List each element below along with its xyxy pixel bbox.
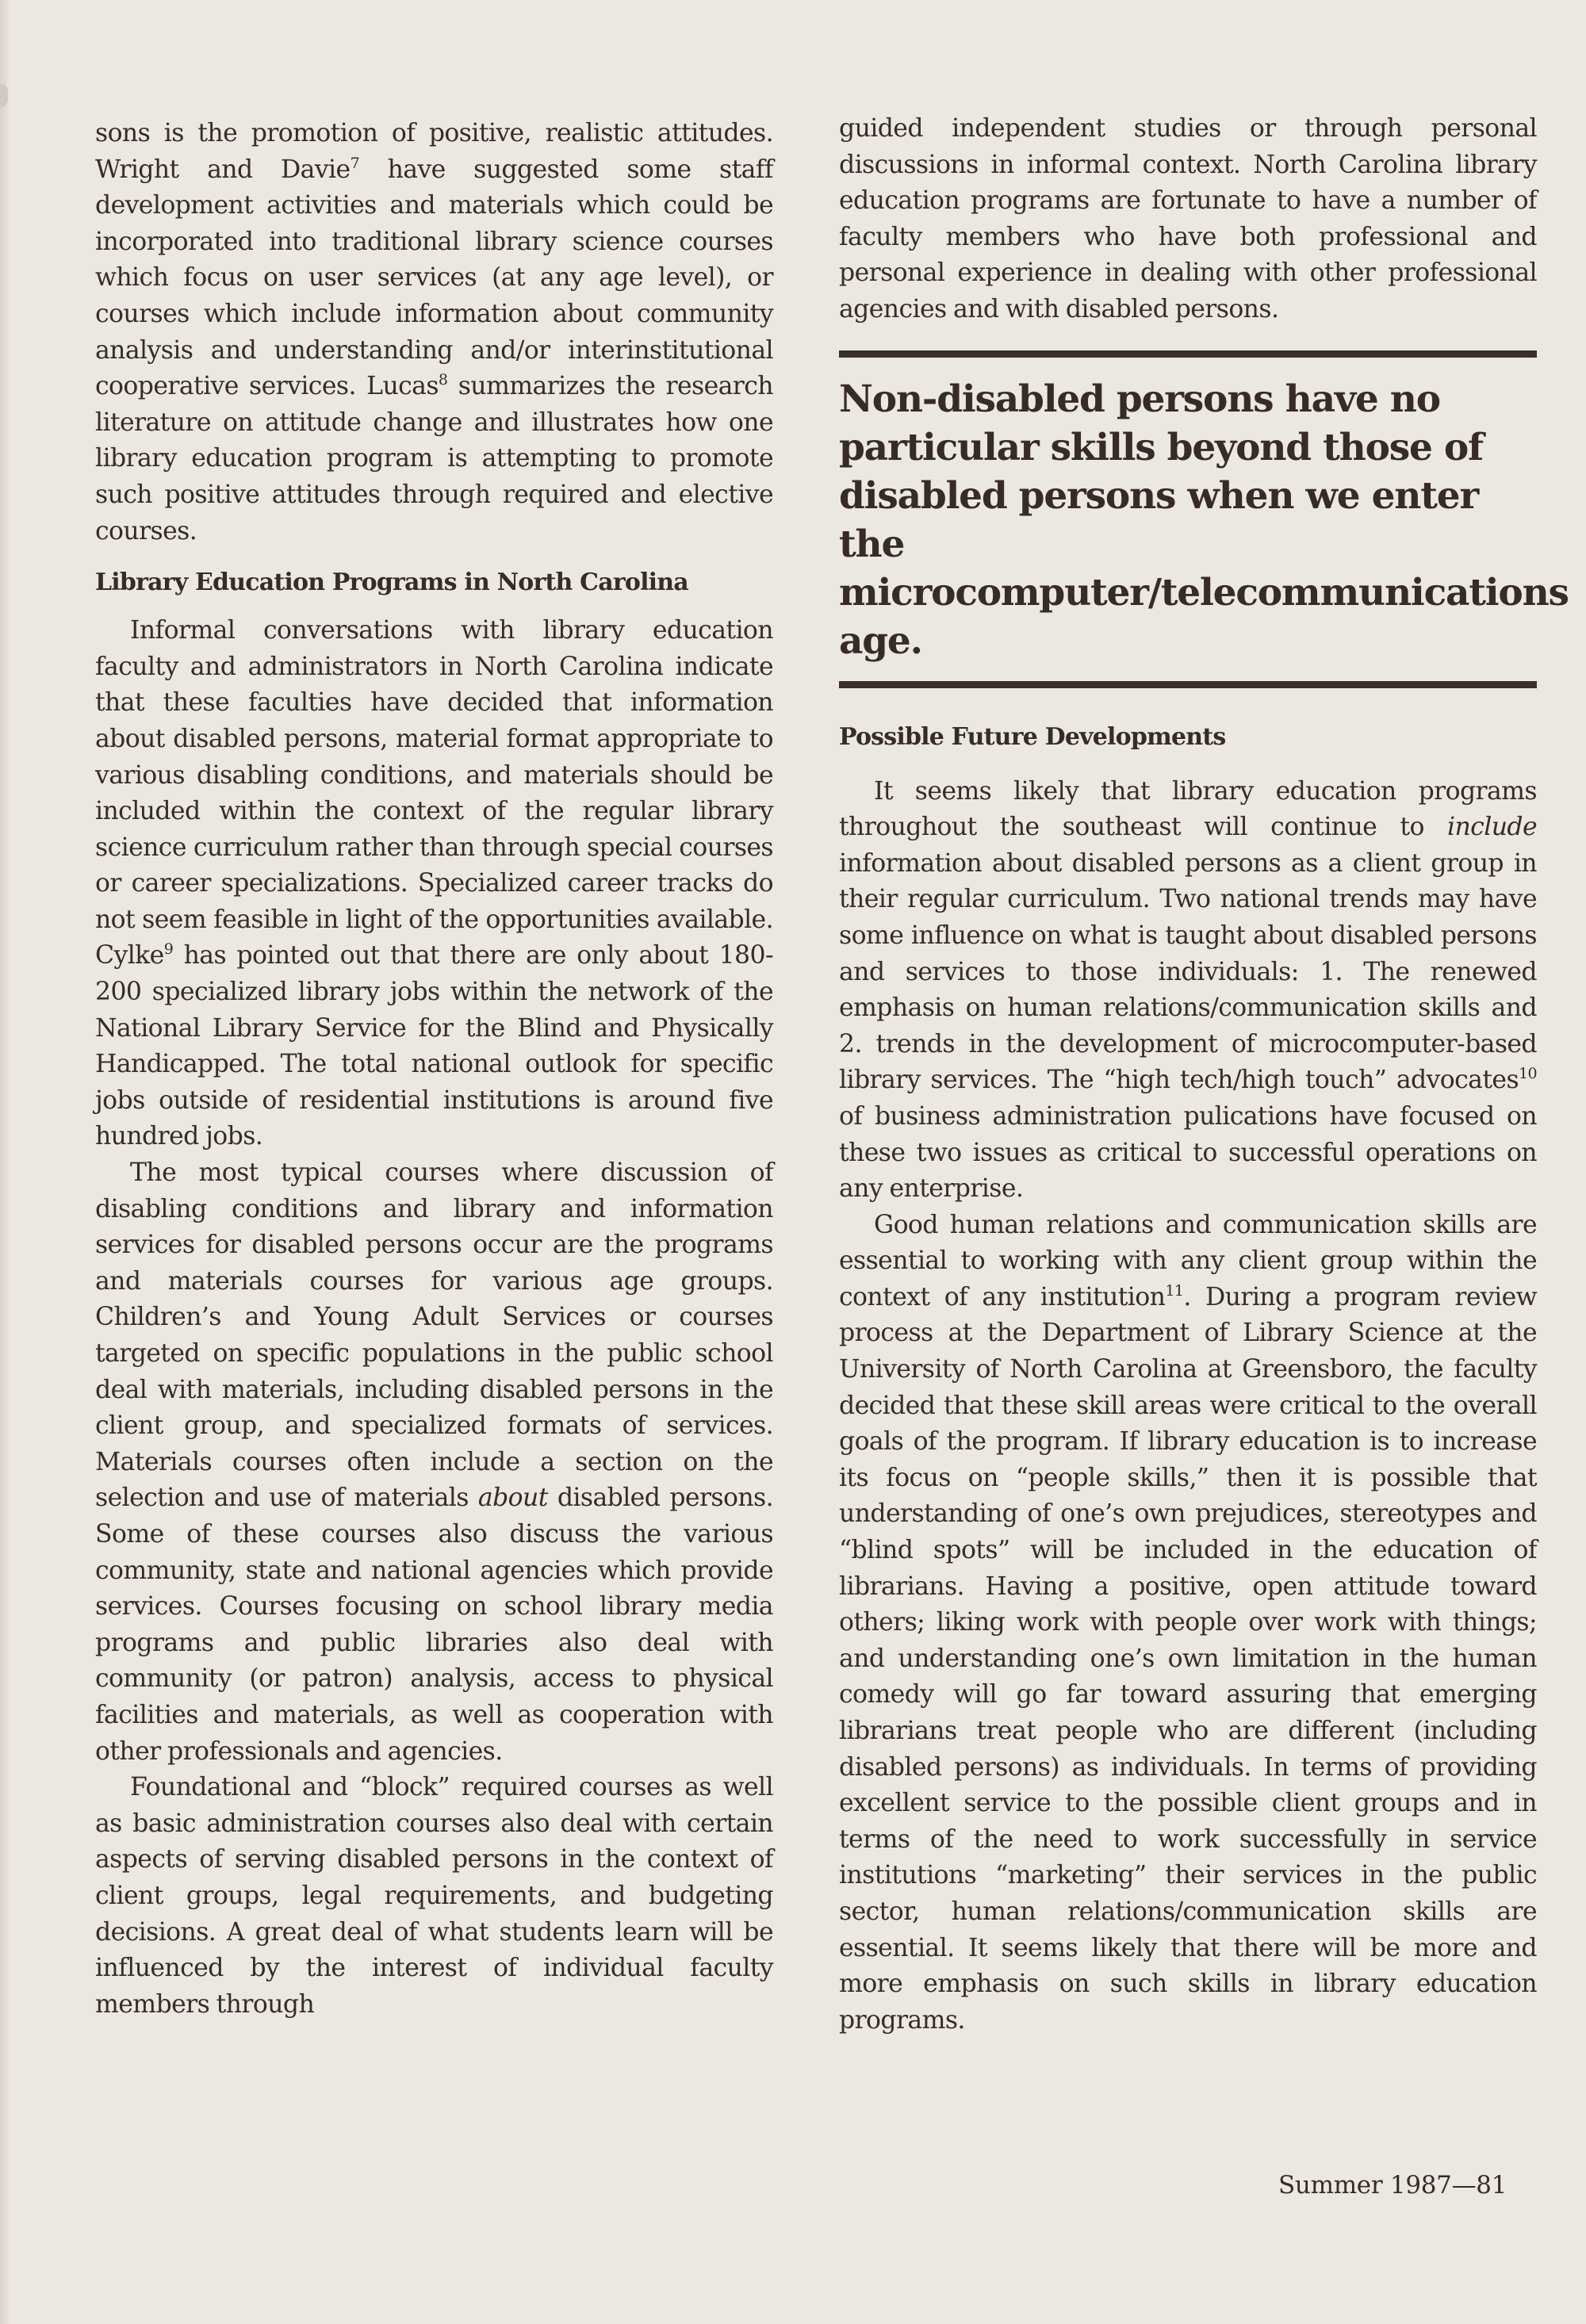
- paragraph-typical-courses: The most typical courses where discussion of disabling conditions and library and information services for disabled persons occur are the programs and materials courses for various age groups. Children’s and Young Adult Services or courses targeted on specific populations in the public school deal with materials, including disabled persons in the client group, and specialized formats of services. Materials courses often include a section on the selection and use of materials about disabled persons. Some of these courses also discuss the various community, state and national agencies which provide services. Courses focusing on school library media programs and public libraries also deal with community (or patron) analysis, access to physical facilities and materials, as well as cooperation with other professionals and agencies.: [95, 1158, 773, 1766]
- footnote-ref-11: 11: [1165, 1281, 1184, 1300]
- paragraph-informal-conversations: Informal conversations with library education faculty and administrators in North Carolina indicate that these faculties have decided that information about disabled persons, material format appropriate to various disabling conditions, and materials should be included within the context of the regular library science curriculum rather than through special courses or career specializations. Specialized career tracks do not seem feasible in light of the opportunities available. Cylke$^9$ has pointed out that there are only about 180-200 specialized library jobs within the network of the National Library Service for the Blind and Physically Handicapped. The total national outlook for specific jobs outside of residential institutions is around five hundred jobs.: [95, 616, 773, 1151]
- paragraph-likely-trends: It seems likely that library education programs throughout the southeast will continue to include information about disabled persons as a client group in their regular curriculum. Two national trends may have some influence on what is taught about disabled persons and services to those individuals: 1. The renewed emphasis on human relations/communication skills and 2. trends in the development of microcomputer-based library services. The “high tech/high touch” advocates$^{10}$ of business administration pulications have focused on these two issues as critical to successful operations on any enterprise.: [839, 776, 1537, 1204]
- paragraph-attitudes: sons is the promotion of positive, realistic attitudes. Wright and Davie$^7$ have suggested some staff development activities and materials which could be incorporated into traditional library science courses which focus on user services (at any age level), or courses which include information about community analysis and understanding and/or interinstitutional cooperative services. Lucas$^8$ summarizes the research literature on attitude change and illustrates how one library education program is attempting to promote such positive attitudes through required and elective courses.: [95, 119, 773, 546]
- paragraph-foundational-courses: Foundational and “block” required courses as well as basic administration courses also deal with certain aspects of serving disabled persons in the context of client groups, legal requirements, and budgeting decisions. A great deal of what students learn will be influenced by the interest of individual faculty members through: [95, 1773, 773, 2019]
- pull-quote-block: [839, 350, 1569, 688]
- paragraph-guided-studies: guided independent studies or through personal discussions in informal context. North Carolina library education programs are fortunate to have a number of faculty members who have both professional and personal experience in dealing with other professional agencies and with disabled persons.: [839, 114, 1537, 324]
- footnote-ref-7: 7: [350, 154, 360, 172]
- left-column: [95, 116, 773, 2023]
- paragraph-human-relations: Good human relations and communication skills are essential to working with any client group within the context of any institution$^{11}$. During a program review process at the Department of Library Science at the University of North Carolina at Greensboro, the faculty decided that these skill areas were critical to the overall goals of the program. If library education is to increase its focus on “people skills,” then it is possible that understanding of one’s own prejudices, stereotypes and “blind spots” will be included in the education of librarians. Having a positive, open attitude toward others; liking work with people over work with things; and understanding one’s own limitation in the human comedy will go far toward assuring that emerging librarians treat people who are different (including disabled persons) as individuals. In terms of providing excellent service to the possible client groups and in terms of the need to work successfully in service institutions “marketing” their services in the public sector, human relations/communication skills are essential. It seems likely that there will be more and more emphasis on such skills in library education programs.: [839, 1210, 1537, 2035]
- pull-quote-bottom-rule: [839, 681, 1537, 688]
- footnote-ref-8: 8: [438, 371, 448, 389]
- section-heading-nc-programs: Library Education Programs in North Carolina: [95, 569, 688, 597]
- page-binding-shadow: [0, 0, 11, 2324]
- footnote-ref-9: 9: [163, 940, 174, 959]
- footnote-ref-10: 10: [1519, 1065, 1537, 1083]
- right-column: [839, 111, 1569, 2039]
- section-heading-future-developments: Possible Future Developments: [839, 722, 1226, 751]
- pull-quote-top-rule: [839, 350, 1537, 358]
- page-footer-issue-page-number: Summer 1987—81: [1278, 2171, 1507, 2200]
- pull-quote: Non-disabled persons have no particular skills beyond those of disabled persons when we enter the microcomputer/telecommunications age.: [839, 377, 1569, 663]
